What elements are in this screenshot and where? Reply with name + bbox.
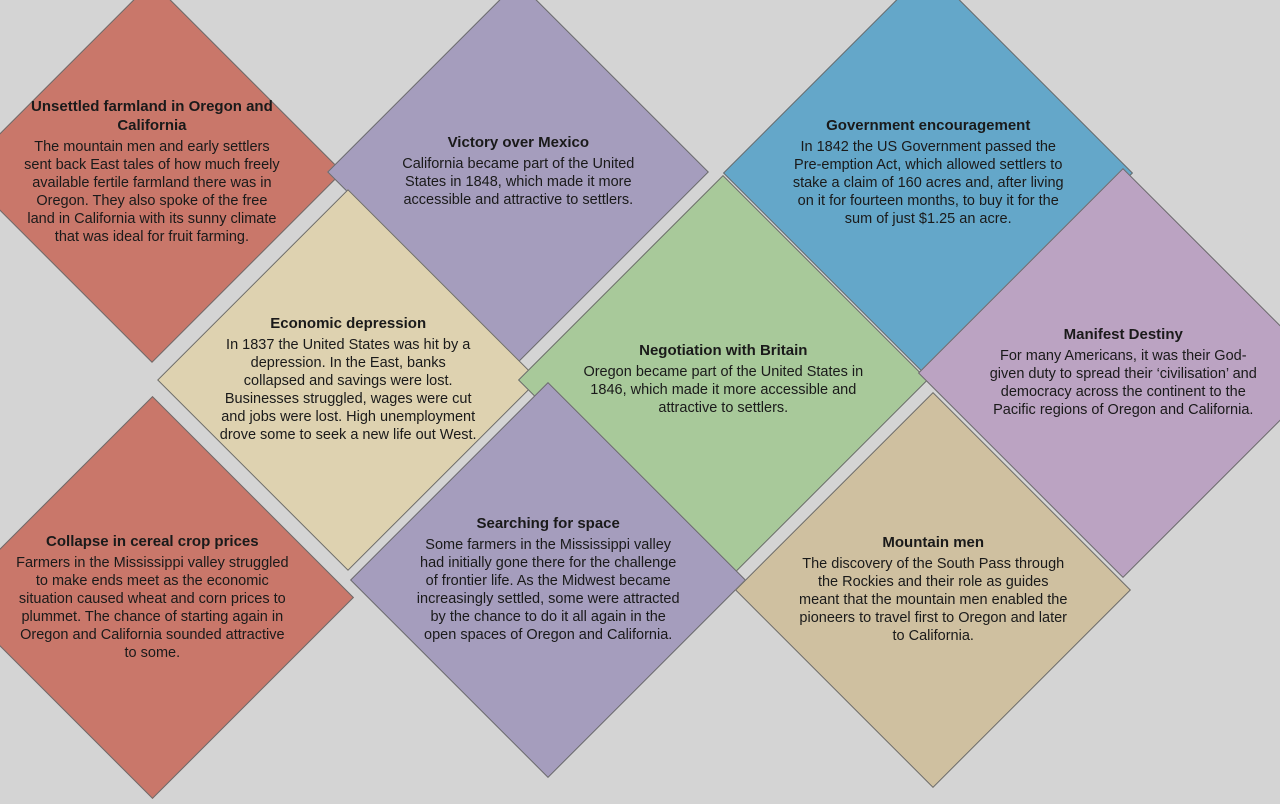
diamond-body: The mountain men and early settlers sent back East tales of how much freely available fertile farmland there was in Oregon. They also spoke of the free land in California with its sunny climate that was ideal for fruit farming. [24,138,280,245]
diamond-body: California became part of the United States in 1848, which made it more accessible and attractive to settlers. [401,156,635,209]
diamond-content [11,533,294,663]
diamond-title: Negotiation with Britain [638,342,808,360]
diamond-content [18,98,286,246]
diamond-content [409,515,687,645]
diamond-body: In 1837 the United States was hit by a depression. In the East, banks collapsed and savings were lost. Businesses struggled, wages were cut and jobs were lost. High unemployment drove some to seek a new life out West. [219,337,477,444]
diamond-content [794,534,1072,645]
diamond-title: Victory over Mexico [447,134,589,152]
diamond-body: Some farmers in the Mississippi valley had initially gone there for the challenge of frontier life. As the Midwest became increasingly settled, some were attracted by the chance to do it all again in the open spaces of Oregon and California. [416,537,680,644]
diamond-title: Economic depression [270,315,426,333]
diamond-title: Mountain men [882,534,984,552]
diamond-content [214,315,482,445]
diamond-body: Farmers in the Mississippi valley struggled to make ends meet as the economic situation caused wheat and corn prices to plummet. The chance of starting again in Oregon and California sounded attractive to some. [16,554,289,662]
diamond-title: Collapse in cereal crop prices [46,532,259,550]
diamond-body: Oregon became part of the United States in 1846, which made it more accessible and attractive to settlers. [583,364,863,417]
diamond-content [784,117,1072,228]
diamond-content [579,342,867,417]
diamond-title: Manifest Destiny [1063,326,1183,344]
diamond-body: The discovery of the South Pass through the Rockies and their role as guides meant that the mountain men enabled the pioneers to travel first to Oregon and later to California. [798,556,1068,645]
diamond-content [384,134,652,209]
diamond-body: For many Americans, it was their God-given duty to spread their ‘civilisation’ and democracy across the continent to the Pacific regions of Oregon and California. [989,348,1257,419]
diamond-body: In 1842 the US Government passed the Pre-emption Act, which allowed settlers to stake a claim of 160 acres and, after living on it for fourteen months, to buy it for the sum of just $1.25 an acre. [792,139,1064,228]
diamond-title: Government encouragement [825,117,1031,135]
diamond-title: Searching for space [476,515,620,533]
diamond-title: Unsettled farmland in Oregon and California [31,97,273,134]
diamond-content [979,326,1267,419]
